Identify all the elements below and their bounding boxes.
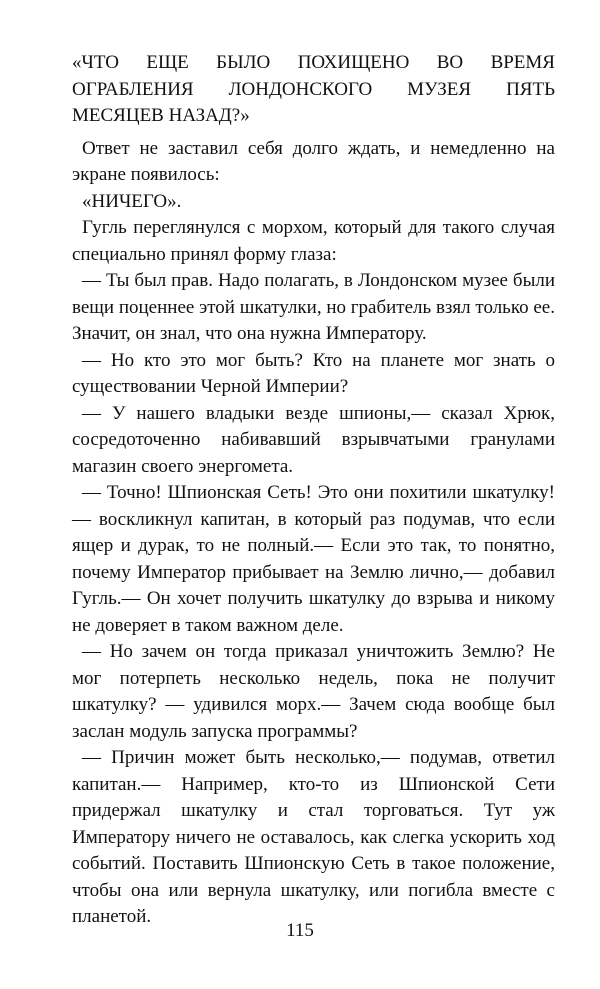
paragraph-4: — Ты был прав. Надо полагать, в Лондонском музее были вещи поценнее этой шкатулки, но грабитель взял только ее. Значит, он знал, что она нужна Императору. [72, 270, 555, 344]
chapter-heading: «ЧТО ЕЩЕ БЫЛО ПОХИЩЕНО ВО ВРЕМЯ ОГРАБЛЕНИЯ ЛОНДОНСКОГО МУЗЕЯ ПЯТЬ МЕСЯЦЕВ НАЗАД?» [72, 52, 555, 126]
paragraph-5: — Но кто это мог быть? Кто на планете мог знать о существовании Черной Империи? [72, 349, 555, 397]
paragraph-3: Гугль переглянулся с морхом, который для такого случая специально принял форму глаза: [72, 217, 555, 265]
paragraph-9: — Причин может быть несколько,— подумав, ответил капитан.— Например, кто-то из Шпионской Сети придержал шкатулку и стал торговаться. Тут уж Императору ничего не оставалось, как слегка ускорить ход событий. Поставить Шпионскую Сеть в такое положение, чтобы она или вернула шкатулку, или погибла вместе с планетой. [72, 747, 555, 927]
paragraph-2: «НИЧЕГО». [82, 190, 182, 212]
paragraph-6: — У нашего владыки везде шпионы,— сказал Хрюк, сосредоточенно набивавший взрывчатыми гранулами магазин своего энергомета. [72, 402, 555, 477]
paragraph-7: — Точно! Шпионская Сеть! Это они похитили шкатулку! — воскликнул капитан, в который раз подумав, что если ящер и дурак, то не полный.— Если это так, то понятно, почему Император прибывает на Землю лично,— добавил Гугль.— Он хочет получить шкатулку до взрыва и никому не доверяет в таком важном деле. [72, 482, 555, 636]
paragraph-8: — Но зачем он тогда приказал уничтожить Землю? Не мог потерпеть несколько недель, пока не получит шкатулку? — удивился морх.— Зачем сюда вообще был заслан модуль запуска программы? [72, 641, 555, 742]
paragraph-1: Ответ не заставил себя долго ждать, и немедленно на экране появилось: [72, 137, 555, 185]
book-page [72, 50, 555, 931]
page-number: 115 [286, 920, 314, 941]
